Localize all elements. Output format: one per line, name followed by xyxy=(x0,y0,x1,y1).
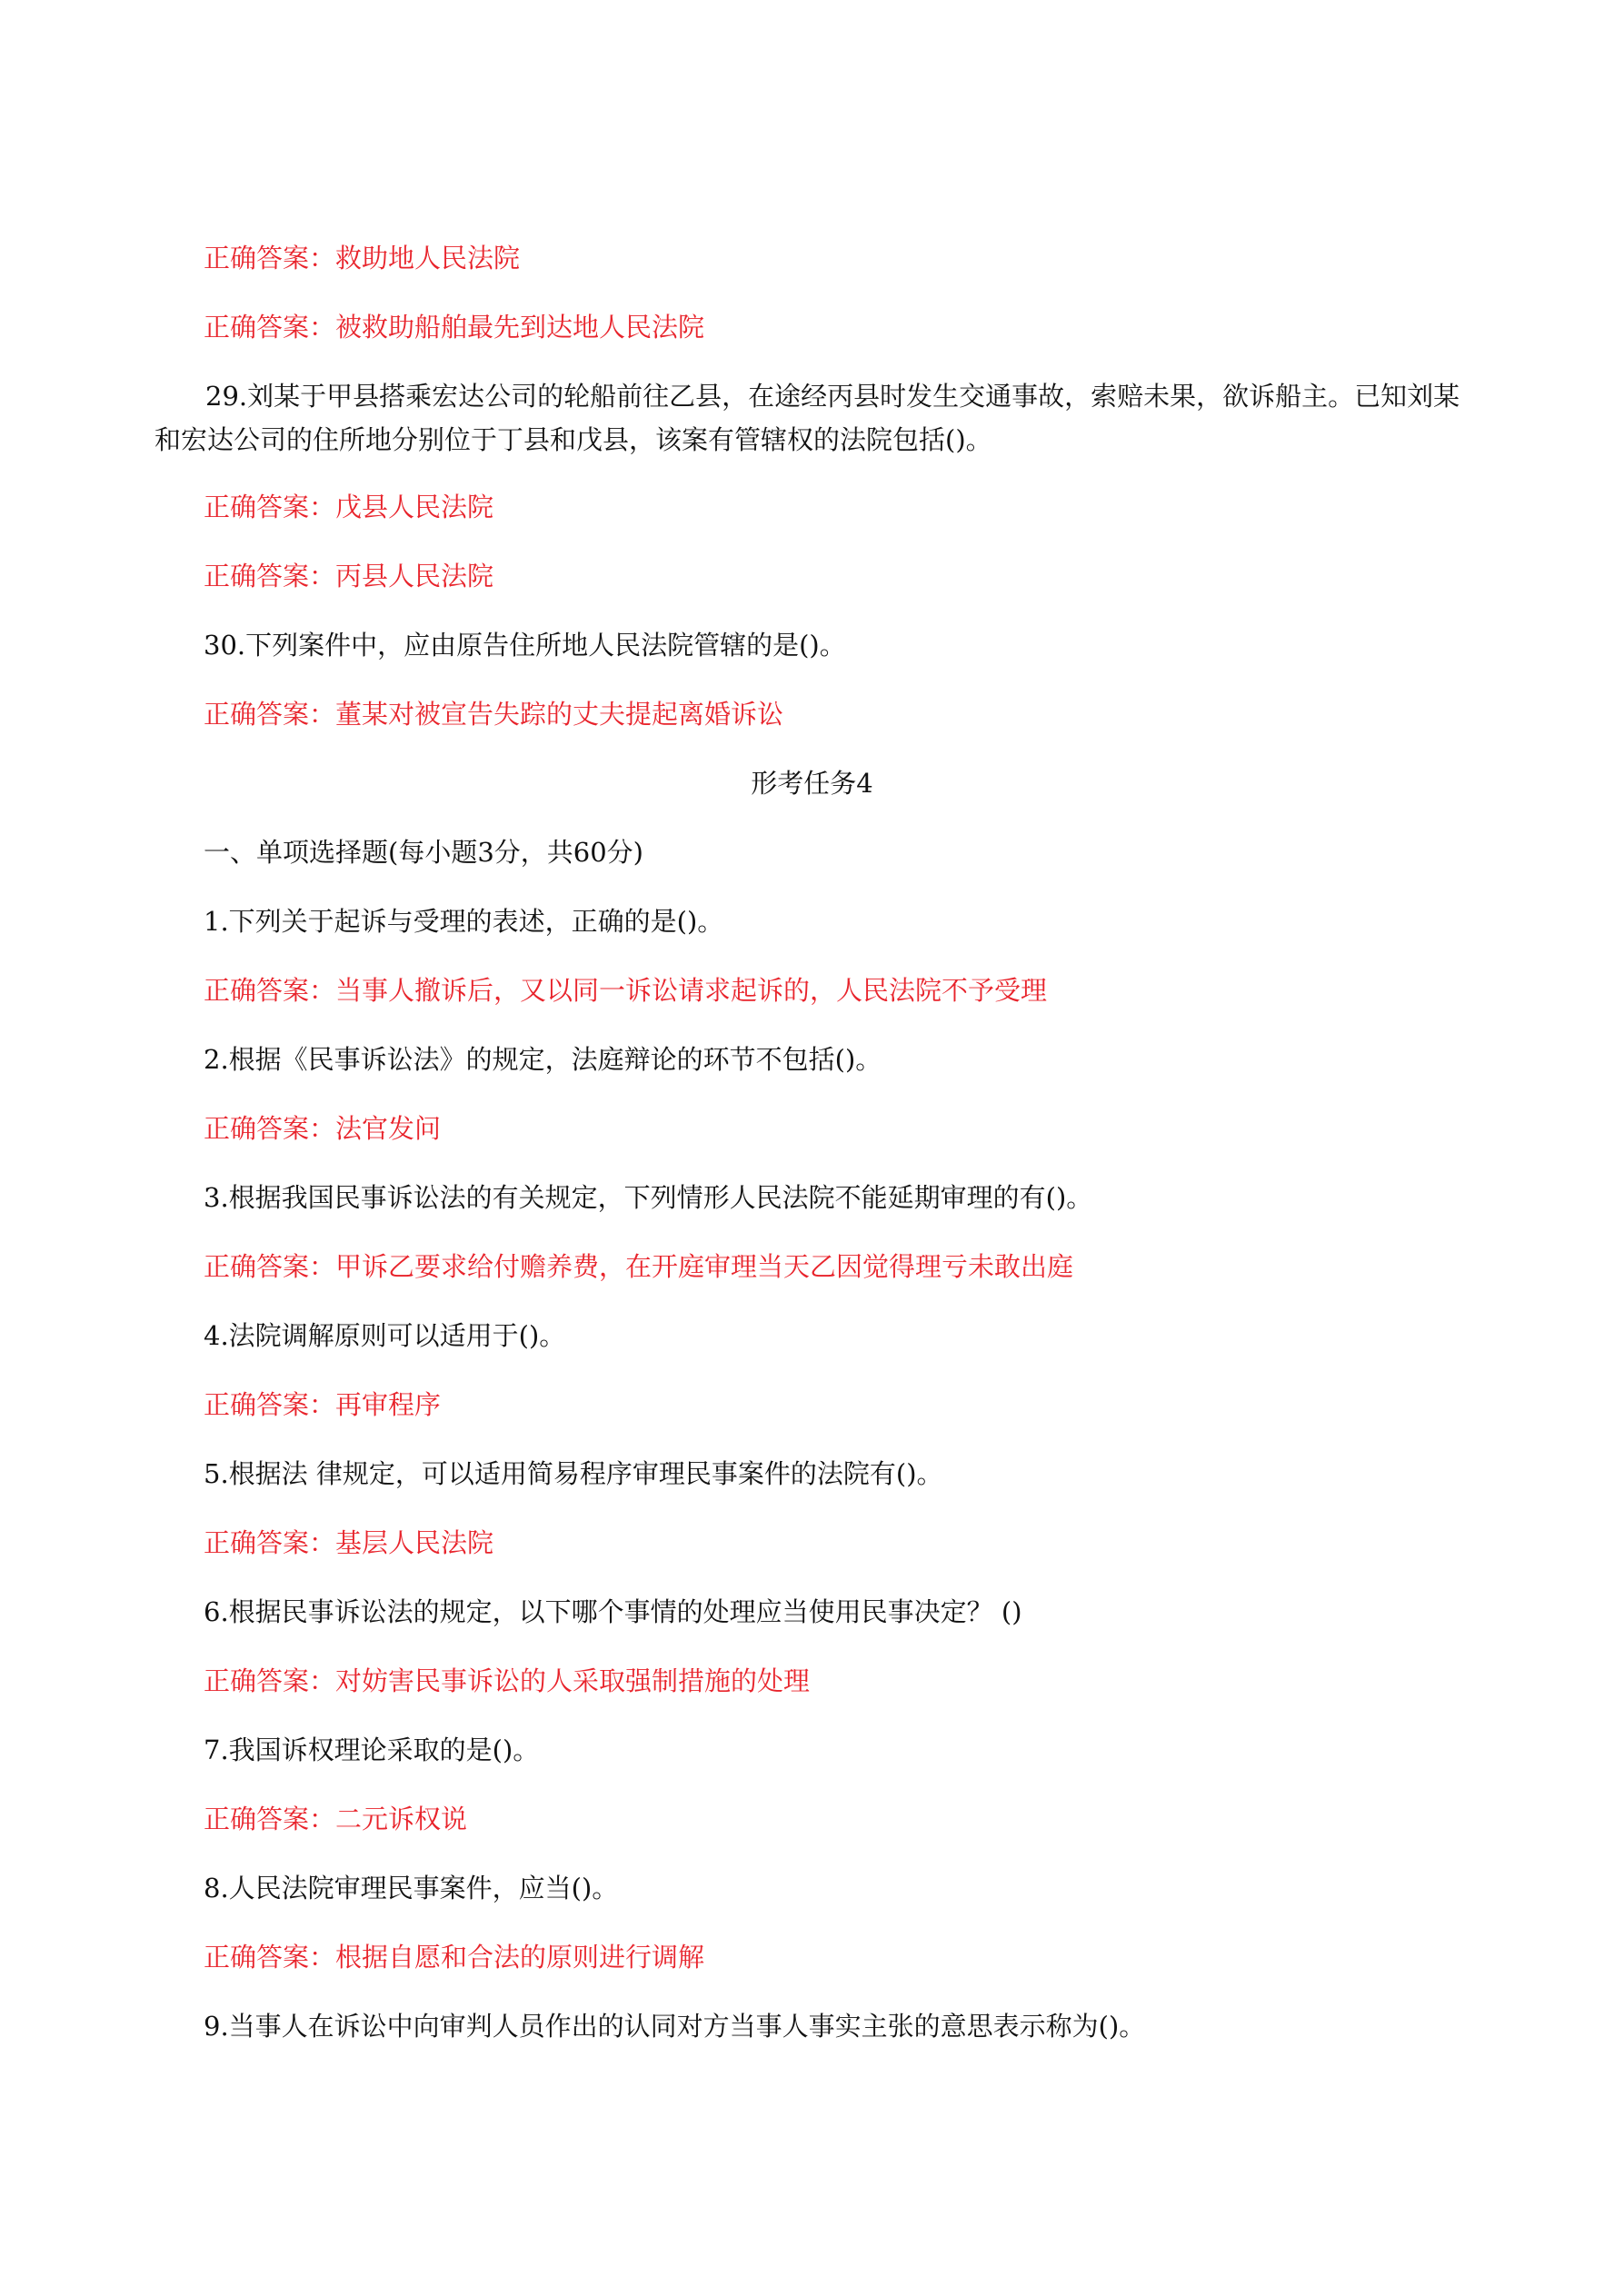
answer-line: 正确答案：当事人撤诉后，又以同一诉讼请求起诉的，人民法院不予受理 xyxy=(204,975,1048,1006)
answer-line: 正确答案：基层人民法院 xyxy=(204,1527,494,1558)
question: 9.当事人在诉讼中向审判人员作出的认同对方当事人事实主张的意思表示称为()。 xyxy=(204,2011,1146,2042)
question: 1.下列关于起诉与受理的表述，正确的是()。 xyxy=(204,906,724,937)
question-30: 30.下列案件中，应由原告住所地人民法院管辖的是()。 xyxy=(204,630,846,661)
answer-line: 正确答案：法官发问 xyxy=(204,1113,442,1144)
question: 5.根据法 律规定，可以适用简易程序审理民事案件的法院有()。 xyxy=(204,1458,943,1489)
answer-line: 正确答案：甲诉乙要求给付赡养费，在开庭审理当天乙因觉得理亏未敢出庭 xyxy=(204,1251,1074,1282)
answer-line: 正确答案：对妨害民事诉讼的人采取强制措施的处理 xyxy=(204,1665,811,1696)
question: 4.法院调解原则可以适用于()。 xyxy=(204,1320,566,1351)
question: 7.我国诉权理论采取的是()。 xyxy=(204,1734,540,1765)
answer-line: 正确答案：丙县人民法院 xyxy=(204,561,494,591)
section-title: 形考任务4 xyxy=(751,768,873,799)
question-29: 29.刘某于甲县搭乘宏达公司的轮船前往乙县，在途经丙县时发生交通事故，索赔未果，欲诉船主。已知刘某和宏达公司的住所地分别位于丁县和戊县，该案有管辖权的法院包括()。 xyxy=(154,381,1460,455)
section-subtitle: 一、单项选择题(每小题3分，共60分) xyxy=(204,837,643,868)
answer-line: 正确答案：根据自愿和合法的原则进行调解 xyxy=(204,1942,705,1973)
answer-line: 正确答案：戊县人民法院 xyxy=(204,492,494,522)
answer-line: 正确答案：被救助船舶最先到达地人民法院 xyxy=(204,312,705,343)
question: 3.根据我国民事诉讼法的有关规定，下列情形人民法院不能延期审理的有()。 xyxy=(204,1182,1093,1213)
answer-line: 正确答案：董某对被宣告失踪的丈夫提起离婚诉讼 xyxy=(204,699,784,730)
question: 6.根据民事诉讼法的规定，以下哪个事情的处理应当使用民事决定？ () xyxy=(204,1596,1022,1627)
answer-line: 正确答案：再审程序 xyxy=(204,1389,442,1420)
answer-line: 正确答案：救助地人民法院 xyxy=(204,243,521,273)
answer-line: 正确答案：二元诉权说 xyxy=(204,1804,468,1834)
question: 8.人民法院审理民事案件，应当()。 xyxy=(204,1873,619,1903)
question: 2.根据《民事诉讼法》的规定，法庭辩论的环节不包括()。 xyxy=(204,1044,882,1075)
